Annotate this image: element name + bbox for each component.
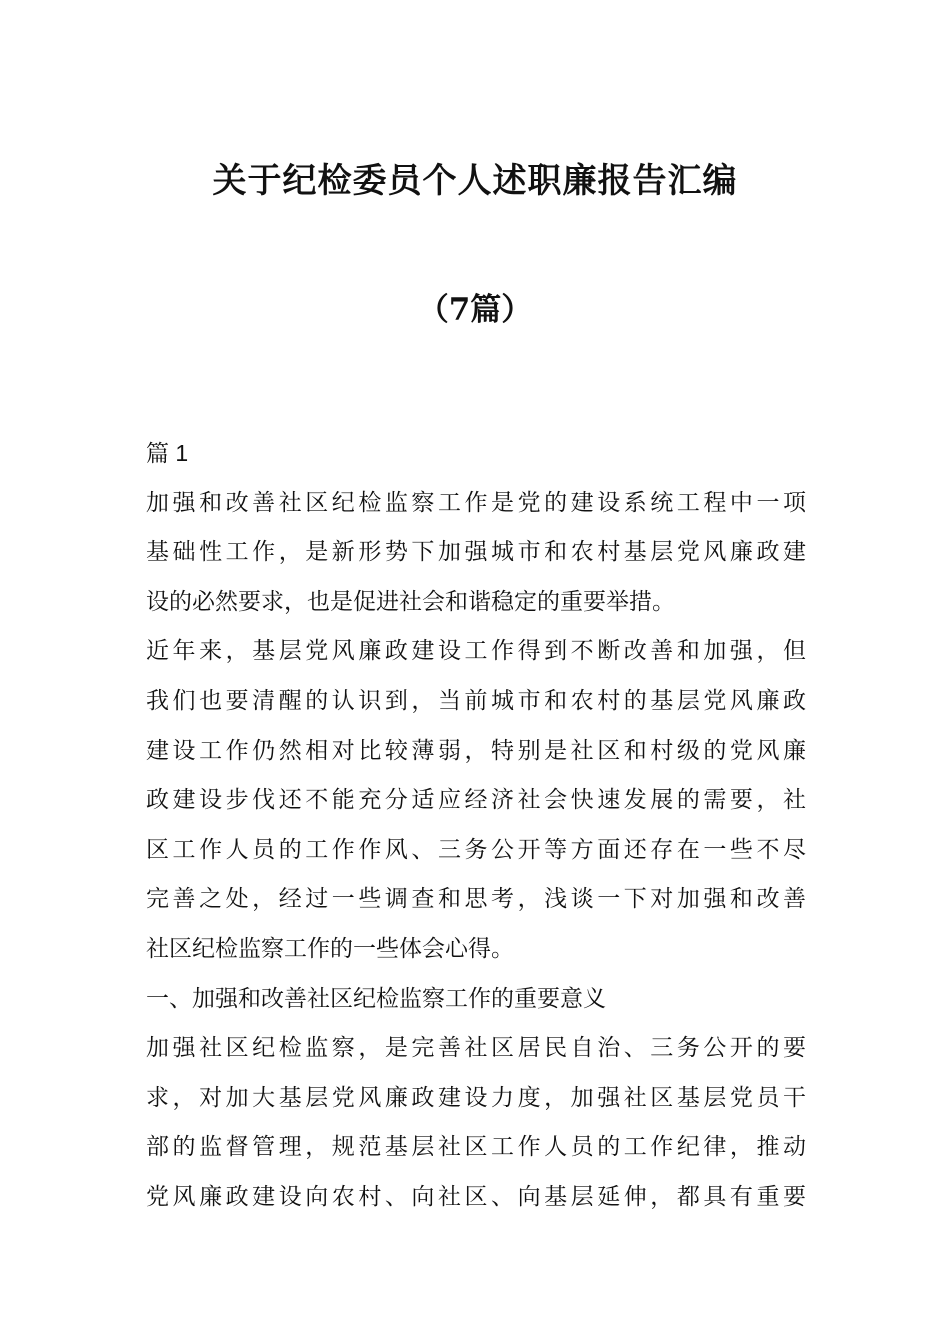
text-line: 基础性工作，是新形势下加强城市和农村基层党风廉政建 — [146, 539, 806, 566]
text-line: 一、加强和改善社区纪检监察工作的重要意义 — [146, 985, 606, 1012]
text-line: 加强和改善社区纪检监察工作是党的建设系统工程中一项 — [146, 489, 806, 516]
text-line: 政建设步伐还不能充分适应经济社会快速发展的需要，社 — [146, 787, 806, 814]
text-line: 近年来，基层党风廉政建设工作得到不断改善和加强，但 — [146, 638, 806, 665]
document-body — [146, 429, 806, 1223]
text-line: 党风廉政建设向农村、向社区、向基层延伸，都具有重要 — [146, 1183, 806, 1210]
section-heading — [146, 975, 806, 1025]
text-line: 部的监督管理，规范基层社区工作人员的工作纪律，推动 — [146, 1134, 806, 1161]
text-line: 社区纪检监察工作的一些体会心得。 — [146, 935, 514, 962]
document-subtitle: （7篇） — [417, 292, 533, 328]
text-line: 区工作人员的工作作风、三务公开等方面还存在一些不尽 — [146, 836, 806, 863]
text-line: 完善之处，经过一些调查和思考，浅谈一下对加强和改善 — [146, 886, 806, 913]
text-line: 建设工作仍然相对比较薄弱，特别是社区和村级的党风廉 — [146, 737, 806, 764]
text-line: 我们也要清醒的认识到，当前城市和农村的基层党风廉政 — [146, 687, 806, 714]
paragraph-3 — [146, 1024, 806, 1222]
text-line: 设的必然要求，也是促进社会和谐稳定的重要举措。 — [146, 588, 675, 615]
text-line: 加强社区纪检监察，是完善社区居民自治、三务公开的要 — [146, 1035, 806, 1062]
document-title: 关于纪检委员个人述职廉报告汇编 — [212, 161, 738, 201]
paragraph-2 — [146, 627, 806, 974]
paragraph-1 — [146, 479, 806, 628]
section-label: 篇 1 — [146, 440, 189, 466]
text-line: 求，对加大基层党风廉政建设力度，加强社区基层党员干 — [146, 1084, 806, 1111]
